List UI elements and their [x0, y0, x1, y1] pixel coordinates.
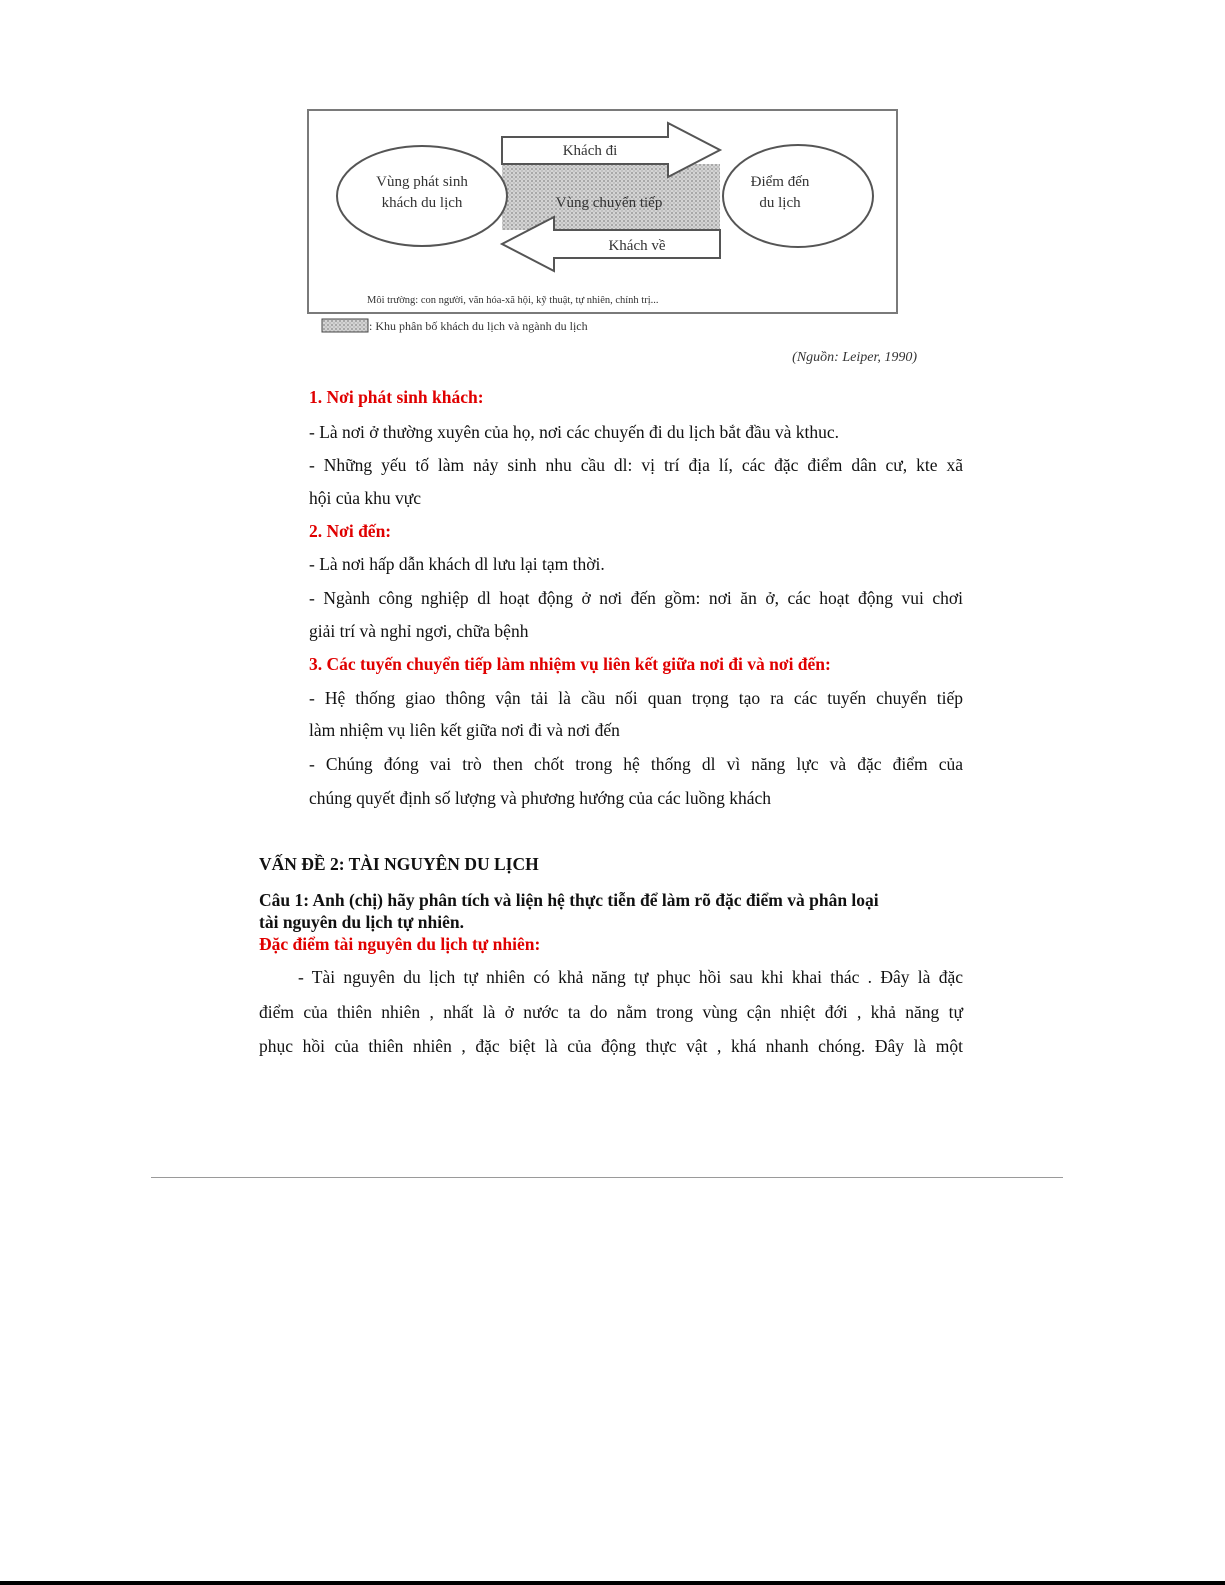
section2-paragraph-2-line2: giải trí và nghỉ ngơi, chữa bệnh	[309, 621, 529, 641]
page-divider	[151, 1177, 1063, 1178]
natural-resources-subheading: Đặc điểm tài nguyên du lịch tự nhiên:	[259, 934, 541, 954]
transit-zone-label: Vùng chuyển tiếp	[555, 195, 663, 211]
natural-resources-paragraph-line2: điểm của thiên nhiên , nhất là ở nước ta do nằm trong vùng cận nhiệt đới , khả năng tự	[259, 1002, 963, 1022]
problem2-title: VẤN ĐỀ 2: TÀI NGUYÊN DU LỊCH	[259, 854, 539, 874]
environment-label: Môi trường: con người, văn hóa-xã hội, kỹ thuật, tự nhiên, chính trị...	[367, 295, 659, 306]
origin-label-2: khách du lịch	[381, 195, 463, 211]
section1-heading: 1. Nơi phát sinh khách:	[309, 387, 484, 407]
section2-heading: 2. Nơi đến:	[309, 521, 392, 541]
bottom-edge-bar	[0, 1581, 1225, 1585]
destination-label-1: Điểm đến	[750, 174, 810, 190]
section1-paragraph-1: - Là nơi ở thường xuyên của họ, nơi các chuyến đi du lịch bắt đầu và kthuc.	[309, 422, 840, 442]
section1-paragraph-2-line1: - Những yếu tố làm nảy sinh nhu cầu dl: vị trí địa lí, các đặc điểm dân cư, kte xã	[309, 455, 963, 475]
section2-paragraph-1: - Là nơi hấp dẫn khách dl lưu lại tạm thời.	[309, 554, 605, 574]
natural-resources-paragraph-line1: - Tài nguyên du lịch tự nhiên có khả năng tự phục hồi sau khi khai thác . Đây là đặc	[298, 967, 963, 987]
section3-paragraph-1-line2: làm nhiệm vụ liên kết giữa nơi đi và nơi đến	[309, 720, 620, 740]
section2-paragraph-2-line1: - Ngành công nghiệp dl hoạt động ở nơi đến gồm: nơi ăn ở, các hoạt động vui chơi	[309, 588, 963, 608]
question1-line1: Câu 1: Anh (chị) hãy phân tích và liện hệ thực tiễn để làm rõ đặc điểm và phân loại	[259, 890, 879, 910]
legend-label: : Khu phân bố khách du lịch và ngành du lịch	[369, 319, 588, 333]
section1-paragraph-2-line2: hội của khu vực	[309, 488, 422, 508]
section3-paragraph-2-line2: chúng quyết định số lượng và phương hướng của các luồng khách	[309, 788, 772, 808]
arrow-bottom-label: Khách về	[608, 238, 666, 254]
section3-heading: 3. Các tuyến chuyển tiếp làm nhiệm vụ liên kết giữa nơi đi và nơi đến:	[309, 654, 831, 674]
section3-paragraph-1-line1: - Hệ thống giao thông vận tải là cầu nối quan trọng tạo ra các tuyến chuyển tiếp	[309, 688, 963, 708]
question1-line2: tài nguyên du lịch tự nhiên.	[259, 912, 465, 932]
natural-resources-paragraph-line3: phục hồi của thiên nhiên , đặc biệt là của động thực vật , khá nhanh chóng. Đây là một	[259, 1036, 963, 1056]
origin-label-1: Vùng phát sinh	[376, 174, 468, 190]
legend-swatch	[322, 319, 368, 332]
arrow-top-label: Khách đi	[562, 143, 618, 159]
destination-label-2: du lịch	[759, 195, 801, 211]
leiper-tourism-diagram	[307, 108, 919, 378]
section3-paragraph-2-line1: - Chúng đóng vai trò then chốt trong hệ thống dl vì năng lực và đặc điểm của	[309, 754, 963, 774]
source-label: (Nguồn: Leiper, 1990)	[792, 350, 917, 365]
